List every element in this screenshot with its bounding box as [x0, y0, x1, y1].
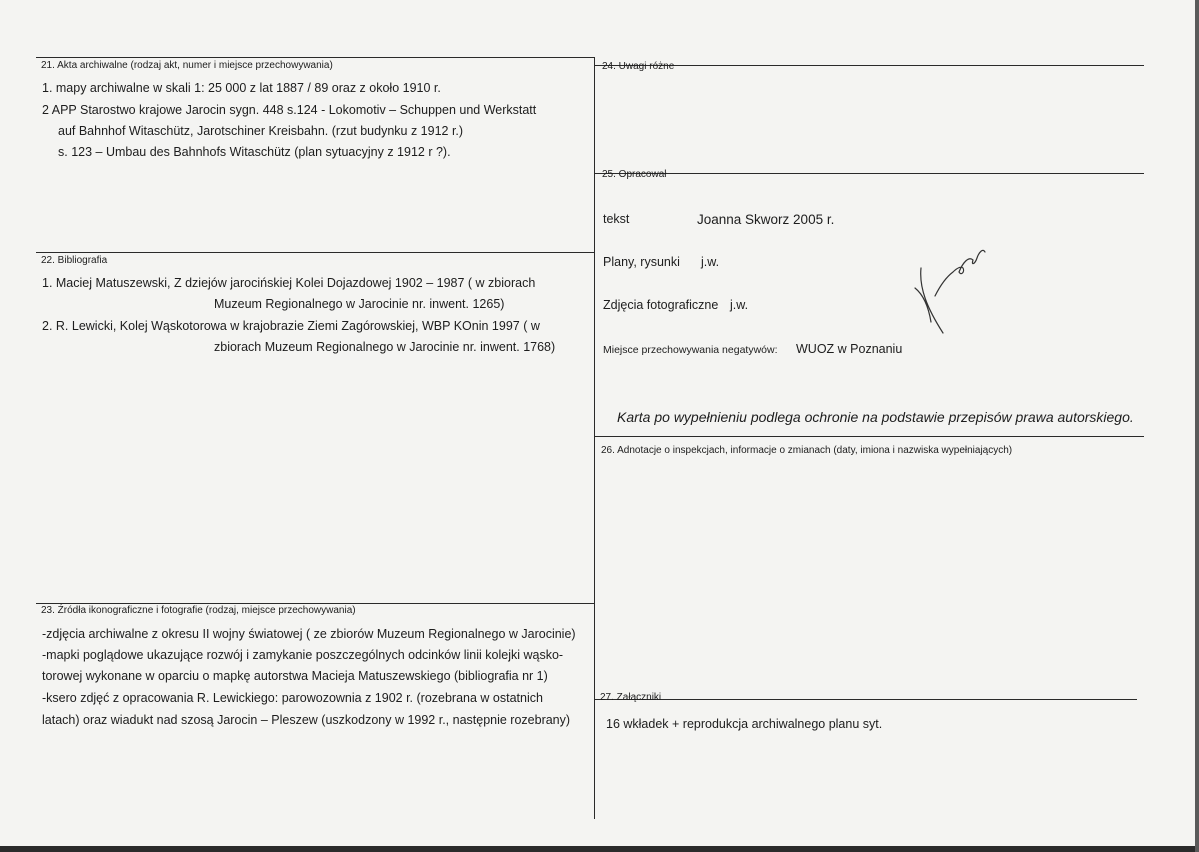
section-23-line-3: torowej wykonane w oparciu o mapkę autorstwa Macieja Matuszewskiego (bibliografia nr 1) [42, 669, 548, 683]
section-23-line-4: -ksero zdjęć z opracowania R. Lewickiego: parowozownia z 1902 r. (rozebrana w ostatnich [42, 691, 543, 705]
section-23-header: 23. Źródła ikonograficzne i fotografie (rodzaj, miejsce przechowywania) [41, 605, 356, 616]
section-21-line-2: 2 APP Starostwo krajowe Jarocin sygn. 448 s.124 - Lokomotiv – Schuppen und Werkstatt [42, 103, 537, 117]
section-22-header: 22. Bibliografia [41, 255, 108, 266]
rule-23 [36, 603, 594, 604]
section-23-line-5: latach) oraz wiadukt nad szosą Jarocin – Pleszew (uszkodzony w 1992 r., następnie rozebrany) [42, 713, 571, 727]
tekst-value: Joanna Skworz 2005 r. [697, 212, 835, 227]
rule-27 [594, 699, 1137, 700]
section-24-header: 24. Uwagi różne [602, 61, 675, 72]
section-21-line-4: s. 123 – Umbau des Bahnhofs Witaschütz (plan sytuacyjny z 1912 r ?). [58, 145, 451, 159]
plany-value: j.w. [701, 255, 720, 269]
section-27-header: 27. Załączniki [600, 692, 662, 703]
scan-border-right [1195, 0, 1199, 852]
section-21-line-3: auf Bahnhof Witaschütz, Jarotschiner Kreisbahn. (rzut budynku z 1912 r.) [58, 124, 464, 138]
section-23-line-1: -zdjęcia archiwalne z okresu II wojny światowej ( ze zbiorów Muzeum Regionalnego w Jarocinie) [42, 627, 576, 641]
section-22-line-3: 2. R. Lewicki, Kolej Wąskotorowa w krajobrazie Ziemi Zagórowskiej, WBP KOnin 1997 ( w [42, 319, 540, 333]
handwritten-signature [905, 238, 995, 338]
section-21-header: 21. Akta archiwalne (rodzaj akt, numer i miejsce przechowywania) [41, 60, 333, 71]
copyright-note: Karta po wypełnieniu podlega ochronie na podstawie przepisów prawa autorskiego. [617, 409, 1134, 425]
section-26-header: 26. Adnotacje o inspekcjach, informacje o zmianach (daty, imiona i nazwiska wypełniających) [601, 445, 1013, 456]
zdjecia-label: Zdjęcia fotograficzne [603, 298, 719, 312]
center-divider [594, 57, 595, 819]
negatywy-value: WUOZ w Poznaniu [796, 342, 903, 356]
rule-25 [594, 173, 1144, 174]
negatywy-label: Miejsce przechowywania negatywów: [603, 344, 778, 356]
rule-22 [36, 252, 594, 253]
zdjecia-value: j.w. [730, 298, 749, 312]
scan-border-bottom [0, 846, 1199, 852]
section-21-line-1: 1. mapy archiwalne w skali 1: 25 000 z lat 1887 / 89 oraz z około 1910 r. [42, 81, 441, 95]
rule-26 [594, 436, 1144, 437]
section-22-line-4: zbiorach Muzeum Regionalnego w Jarocinie nr. inwent. 1768) [214, 340, 556, 354]
section-22-line-2: Muzeum Regionalnego w Jarocinie nr. inwent. 1265) [214, 297, 505, 311]
section-23-line-2: -mapki poglądowe ukazujące rozwój i zamykanie poszczególnych odcinków linii kolejki wąsko- [42, 648, 564, 662]
top-rule-left [36, 57, 594, 58]
top-rule-right [594, 65, 1144, 66]
section-27-line: 16 wkładek + reprodukcja archiwalnego planu syt. [606, 717, 883, 731]
plany-label: Plany, rysunki [603, 255, 680, 269]
section-25-header: 25. Opracował [602, 169, 667, 180]
tekst-label: tekst [603, 212, 630, 226]
section-22-line-1: 1. Maciej Matuszewski, Z dziejów jarocińskiej Kolei Dojazdowej 1902 – 1987 ( w zbiorach [42, 276, 536, 290]
